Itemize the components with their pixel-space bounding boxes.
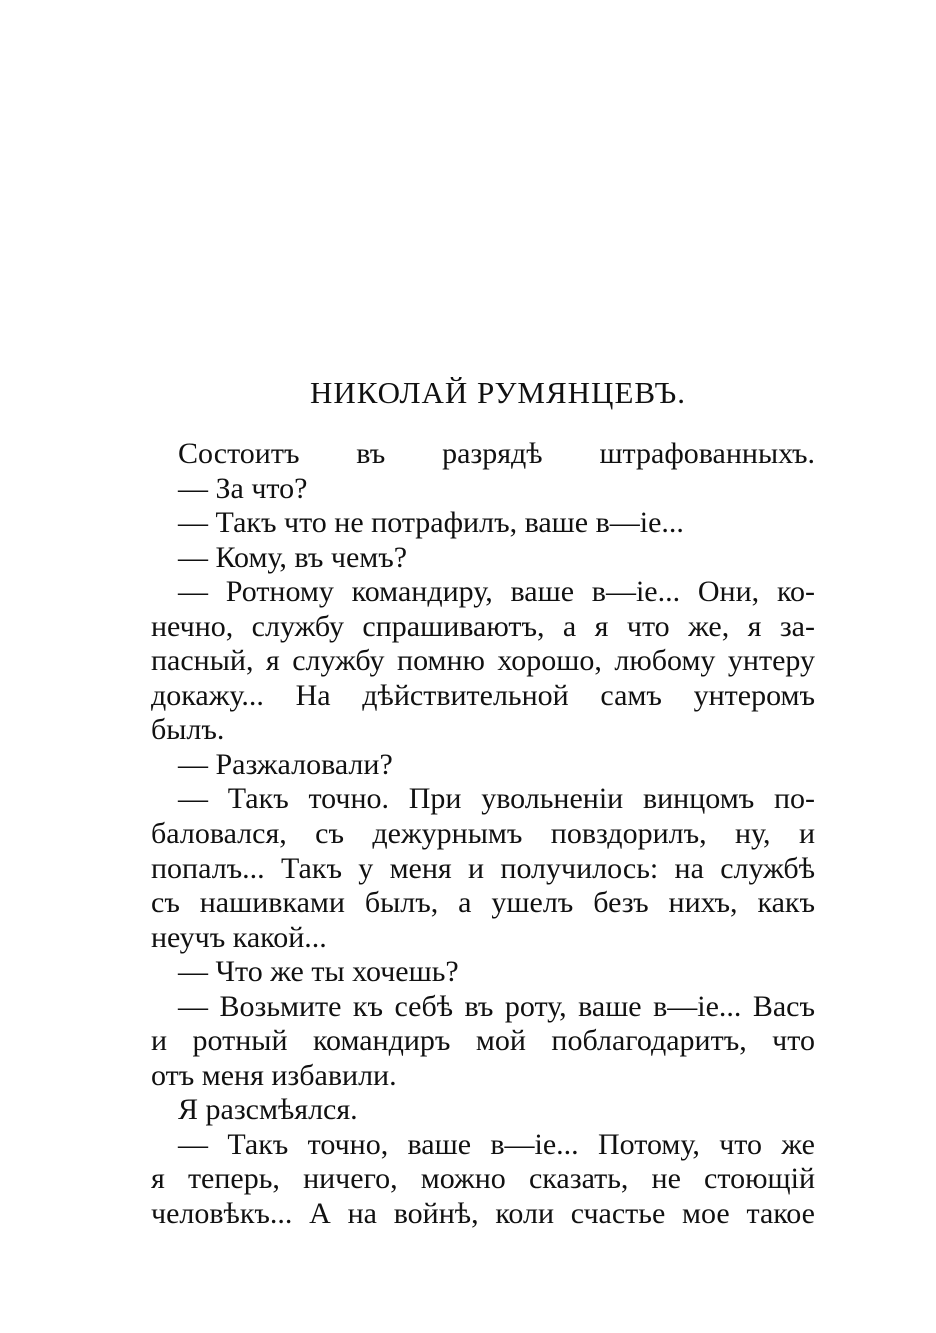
text-line: и ротный командиръ мой поблагодаритъ, что xyxy=(151,1024,815,1058)
text-line: — Разжаловали? xyxy=(178,747,393,781)
text-line: неучъ какой... xyxy=(151,920,327,954)
text-line: человѣкъ... А на войнѣ, коли счастье мое такое xyxy=(151,1197,815,1231)
text-line: — Что же ты хочешь? xyxy=(178,955,459,989)
text-line: — Кому, въ чемъ? xyxy=(178,540,408,574)
text-line: — За что? xyxy=(178,471,308,505)
text-line: — Такъ точно. При увольненiи винцомъ по- xyxy=(178,782,815,816)
text-line: — Ротному командиру, ваше в—iе... Они, ко- xyxy=(178,575,815,609)
chapter-title: НИКОЛАЙ РУМЯНЦЕВЪ. xyxy=(309,375,687,410)
text-line: нечно, службу спрашиваютъ, а я что же, я за- xyxy=(151,609,815,643)
text-line: — Такъ точно, ваше в—iе... Потому, что же xyxy=(178,1127,815,1161)
text-line: Я разсмѣялся. xyxy=(178,1093,358,1127)
text-line: Состоитъ въ разрядѣ штрафованныхъ. xyxy=(178,437,815,470)
text-line: баловался, съ дежурнымъ повздорилъ, ну, и xyxy=(151,817,815,851)
text-line: былъ. xyxy=(151,713,225,747)
text-line: я теперь, ничего, можно сказать, не стоющiй xyxy=(151,1162,815,1196)
text-line: съ нашивками былъ, а ушелъ безъ нихъ, какъ xyxy=(151,886,815,920)
text-line: докажу... На дѣйствительной самъ унтеромъ xyxy=(151,678,815,712)
text-line: пасный, я службу помню хорошо, любому унтеру xyxy=(151,644,815,678)
text-line: попалъ... Такъ у меня и получилось: на службѣ xyxy=(151,851,815,885)
text-line: — Такъ что не потрафилъ, ваше в—iе... xyxy=(178,506,684,540)
text-line: — Возьмите къ себѣ въ роту, ваше в—iе... Васъ xyxy=(178,989,815,1023)
body-text xyxy=(151,437,815,1232)
text-line: отъ меня избавили. xyxy=(151,1058,397,1092)
